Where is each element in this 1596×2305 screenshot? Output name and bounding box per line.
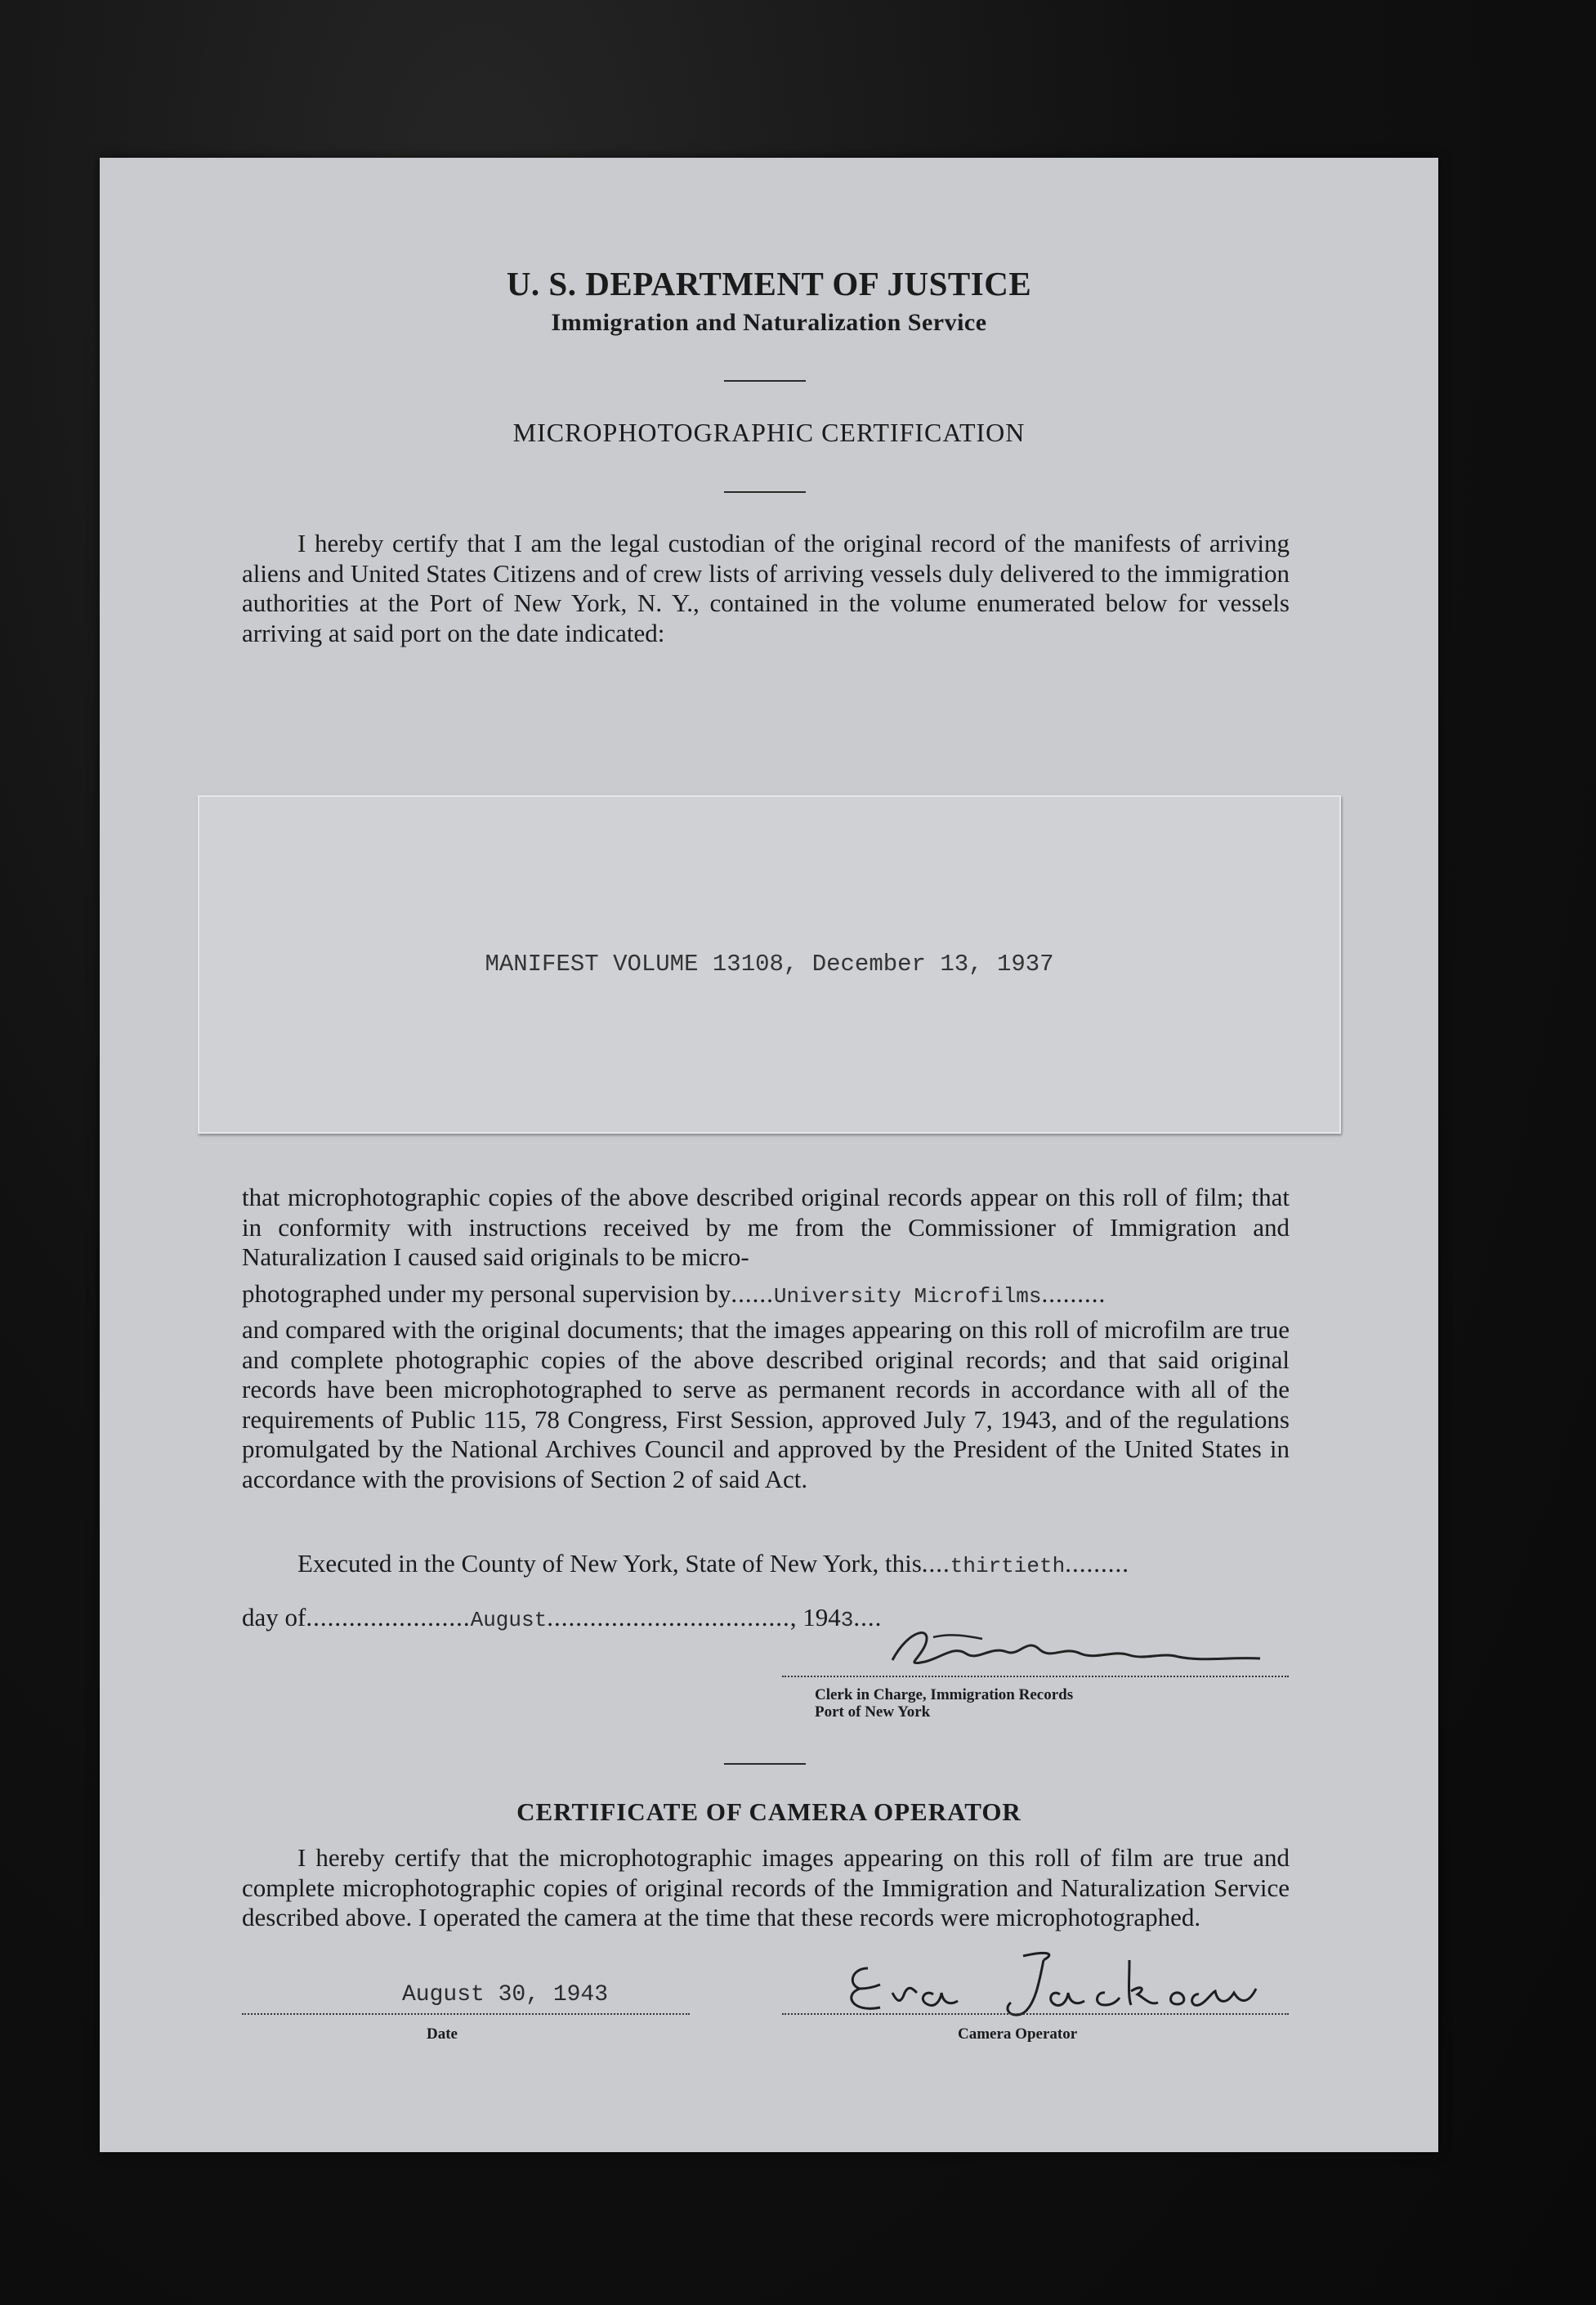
body-paragraph-part1: that microphotographic copies of the above described original records appear on this roll of film; that in conformity with instructions received by me from the Commissioner of Immigration and Naturalization I caused said originals to be micro-: [242, 1183, 1290, 1271]
operator-signature: [835, 1944, 1276, 2021]
operator-label: Camera Operator: [958, 2025, 1078, 2043]
supervision-prefix: photographed under my personal supervision by: [242, 1279, 731, 1308]
year-digit: 3: [840, 1608, 854, 1632]
supervisor-name: University Microfilms: [773, 1284, 1042, 1309]
date-line: day of.......................August.................................., 1943....: [242, 1603, 883, 1632]
executed-day: thirtieth: [950, 1554, 1066, 1578]
year-prefix: , 194: [789, 1603, 841, 1631]
date-line: [242, 2013, 690, 2015]
date-value: August 30, 1943: [402, 1982, 609, 2007]
divider: [724, 380, 806, 382]
executed-line: Executed in the County of New York, State of New York, this....thirtieth.........: [297, 1549, 1129, 1578]
clerk-title-line1: Clerk in Charge, Immigration Records: [815, 1686, 1074, 1703]
divider: [724, 491, 806, 493]
operator-signature-line: [782, 2013, 1289, 2015]
camera-certificate-heading: CERTIFICATE OF CAMERA OPERATOR: [516, 1797, 1022, 1826]
clerk-signature-line: [782, 1676, 1289, 1677]
department-title: U. S. DEPARTMENT OF JUSTICE: [506, 265, 1032, 302]
supervision-line: photographed under my personal supervision by......University Microfilms.........: [242, 1279, 1106, 1309]
clerk-signature: [876, 1621, 1334, 1678]
intro-paragraph: I hereby certify that I am the legal custodian of the original record of the manifests of arriving aliens and United States Citizens and of crew lists of arriving vessels duly delivered to the immigration authorities at the Port of New York, N. Y., contained in the volume enumerated below for vessels arriving at said port on the date indicated:: [242, 529, 1290, 647]
camera-certificate-paragraph: I hereby certify that the microphotographic images appearing on this roll of film are true and complete microphotographic copies of original records of the Immigration and Naturalization Service described above. I operated the camera at the time that these records were microphotographed.: [242, 1843, 1290, 1931]
month-value: August: [470, 1608, 548, 1632]
day-of-prefix: day of: [242, 1603, 306, 1631]
service-subtitle: Immigration and Naturalization Service: [551, 309, 987, 336]
manifest-volume: MANIFEST VOLUME 13108, December 13, 1937: [485, 951, 1054, 978]
divider: [724, 1763, 806, 1765]
executed-prefix: Executed in the County of New York, State of New York, this: [297, 1549, 922, 1578]
certification-heading: MICROPHOTOGRAPHIC CERTIFICATION: [512, 418, 1026, 447]
date-label: Date: [427, 2025, 458, 2043]
manifest-label-card: [198, 795, 1341, 1134]
clerk-title-line2: Port of New York: [815, 1703, 931, 1721]
body-paragraph-part2: and compared with the original documents; that the images appearing on this roll of microfilm are true and complete photographic copies of the above described original records; and that said original records have been microphotographed to serve as permanent records in accordance with all of the requirements of Public 115, 78 Congress, First Session, approved July 7, 1943, and of the regulations promulgated by the National Archives Council and approved by the President of the United States in accordance with the provisions of Section 2 of said Act.: [242, 1315, 1290, 1493]
certificate-page: [100, 158, 1438, 2152]
